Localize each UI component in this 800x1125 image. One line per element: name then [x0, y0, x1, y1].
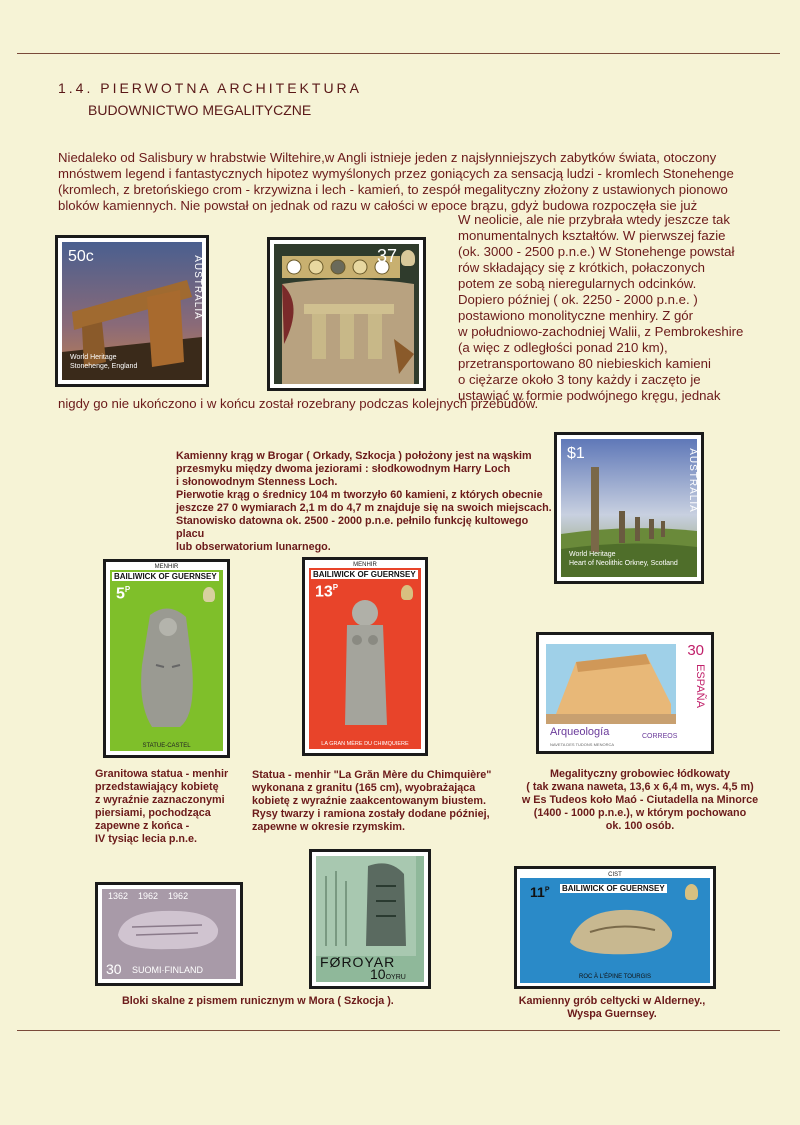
stamp-bottom-text: ROC À L'ÉPINE TOURGIS — [579, 974, 651, 980]
caption-alderney — [517, 995, 707, 1021]
intro-line: ustawiać w formie podwójnego kręgu, jednak — [458, 388, 721, 403]
caption-line: IV tysiąc lecia p.n.e. — [95, 833, 198, 845]
runic-stone-image — [112, 905, 224, 953]
intro-line: Dopiero później ( ok. 2250 - 2000 p.n.e. ) — [458, 292, 698, 307]
caption-line: Granitowa statua - menhir — [95, 768, 229, 780]
caption-line: przedstawiający kobietę — [95, 781, 219, 793]
stamp-guernsey-alderney — [517, 869, 713, 986]
stamp-value: $1 — [567, 445, 585, 462]
intro-line: (a więc z odległości ponad 210 km), — [458, 340, 668, 355]
intro-side-paragraph — [458, 212, 788, 404]
caption-line: lub obserwatorium lunarnego. — [176, 541, 331, 553]
stamp-australia-orkney — [557, 435, 701, 581]
stamp-finland-runic — [98, 885, 240, 983]
stamp-value — [116, 585, 130, 603]
queen-head-icon — [203, 587, 215, 602]
intro-line: monumentalnych kształtów. W pierwszej fazie — [458, 228, 726, 243]
value-number: 13 — [315, 583, 333, 601]
caption-line: zapewne z końca - — [95, 820, 190, 832]
intro-line: postawiono monolityczne menhiry. Z gór — [458, 308, 694, 323]
caption-line: (1400 - 1000 p.n.e.), w którym pochowano — [533, 807, 747, 819]
stamp-country: AUSTRALIA — [192, 255, 204, 320]
caption-line: Statua - menhir "La Grăn Mère du Chimquière" — [252, 769, 492, 781]
brogar-caption — [176, 450, 556, 554]
intro-line: w południowo-zachodniej Walii, z Pembrokeshire — [458, 324, 744, 339]
intro-line: W neolicie, ale nie przybrała wtedy jeszcze tak — [458, 212, 730, 227]
caption-line: wykonana z granitu (165 cm), wyobrażająca — [252, 782, 476, 794]
intro-line: o ciężarze około 3 tony każdy i zaczęto je — [458, 372, 701, 387]
menhir-chimquiere-figure — [333, 595, 398, 735]
queen-head-icon — [685, 884, 698, 900]
stonehenge-illustration — [274, 244, 419, 384]
stamp-post: CORREOS — [642, 733, 678, 740]
intro-line: potem ze sobą nieregularnych odcinków. — [458, 276, 697, 291]
stamp-value: 30 — [106, 961, 122, 977]
stamp-tiny-text: NAVETA DES TUDONS MENORCA — [550, 742, 615, 747]
cist-stone-image — [560, 902, 680, 962]
value-number: 11 — [530, 884, 545, 900]
caption-line: kobietę z wyraźnie zaakcentowanym biustem. — [252, 795, 487, 807]
naveta-tomb-image — [546, 644, 676, 724]
stamp-country: BAILIWICK OF GUERNSEY — [313, 570, 416, 579]
caption-line: w Es Tudeos koło Maó - Ciutadella na Minorce — [521, 794, 759, 806]
stamp-country: FØROYAR — [320, 954, 396, 970]
stamp-caption-1: World Heritage — [70, 354, 117, 361]
intro-line: bloków kamiennych. Nie powstał on jednak od razu w całości w epoce brązu, gdyż budowa rozpoczęła sie już — [58, 198, 698, 213]
stamp-faroe-runic — [312, 852, 428, 986]
stamp-bottom-text: STATUE-CASTEL — [142, 743, 191, 749]
caption-line: Kamienny grób celtycki w Alderney., — [518, 995, 706, 1007]
intro-paragraph — [58, 150, 780, 214]
caption-line: jeszcze 27 0 wymiarach 2,1 m do 4,7 m znajduje się na swoich miejscach. — [176, 502, 552, 514]
runic-stone-faroe-image — [316, 856, 416, 956]
caption-line: ok. 100 osób. — [605, 820, 675, 832]
caption-line: Wyspa Guernsey. — [567, 1008, 657, 1020]
stamp-country: AUSTRALIA — [687, 448, 699, 513]
stamp-dates: 1362 1962 1962 — [108, 891, 189, 901]
stamp-top-text: MENHIR — [110, 564, 223, 570]
caption-line: przesmyku między dwoma jeziorami : słodkowodnym Harry Loch — [176, 463, 511, 475]
intro-line: Niedaleko od Salisbury w hrabstwie Wiltehire,w Angli istnieje jeden z najsłynniejszych zabytków świata, otoczony — [58, 150, 717, 165]
queen-head-icon — [401, 250, 415, 266]
caption-line: Megalityczny grobowiec łódkowaty — [550, 768, 730, 780]
bottom-rule — [17, 1030, 780, 1031]
caption-chimquiere — [252, 769, 512, 834]
caption-naveta — [510, 768, 770, 833]
intro-last-line: nigdy go nie ukończono i w końcu został rozebrany podczas kolejnych przebudów. — [58, 396, 539, 411]
caption-line: i słonowodnym Stenness Loch. — [176, 476, 338, 488]
caption-line: Stanowisko datowna ok. 2500 - 2000 p.n.e. pełnilo funkcję kultowego placu — [176, 515, 529, 540]
caption-line: ( tak zwana naweta, 13,6 x 6,4 m, wys. 4,5 m) — [526, 781, 754, 793]
caption-line: Rysy twarzy i ramiona zostały dodane później, — [252, 808, 490, 820]
stamp-gb-stonehenge — [270, 240, 423, 388]
stamp-country: ESPAÑA — [694, 664, 707, 708]
intro-line: (kromlech, z bretońskiego crom - krzywizna i lech - kamień, to zespół megalityczny złożony z ustawionych pionowo — [58, 182, 728, 197]
section-subtitle: BUDOWNICTWO MEGALITYCZNE — [88, 102, 312, 118]
stamp-value: 30 — [687, 642, 704, 659]
intro-line: przetransportowano 80 niebieskich kamieni — [458, 356, 711, 371]
intro-line: (ok. 3000 - 2500 p.n.e.) W Stonehenge powstał — [458, 244, 735, 259]
value-number: 10 — [370, 966, 386, 982]
stamp-country: SUOMI·FINLAND — [132, 965, 204, 975]
stamp-caption-2: Stonehenge, England — [70, 363, 138, 370]
caption-line: Kamienny krąg w Brogar ( Orkady, Szkocja ) położony jest na wąskim — [176, 450, 532, 462]
stamp-spain-naveta — [539, 635, 711, 751]
top-rule — [17, 53, 780, 54]
value-unit: P — [544, 886, 550, 894]
stamp-bottom-text: LA GRAN MÈRE DU CHIMQUIERE — [321, 741, 409, 747]
stamp-value: 37 — [376, 246, 397, 266]
stamp-country: BAILIWICK OF GUERNSEY — [562, 884, 665, 893]
stamp-guernsey-chimquiere — [305, 560, 425, 753]
stamp-country: BAILIWICK OF GUERNSEY — [114, 572, 217, 581]
intro-line: rów składający się z krótkich, połaczonych — [458, 260, 706, 275]
intro-line: mnóstwem legend i fantastycznych hipotez wymyślonych przez goniących za sensacją ludzi - kromlech Stonehenge — [58, 166, 734, 181]
queen-head-icon — [401, 585, 413, 600]
menhir-castel-figure — [130, 605, 205, 735]
stamp-top-text: MENHIR — [309, 562, 421, 568]
stamp-caption-1: World Heritage — [569, 551, 616, 558]
caption-line: zapewne w okresie rzymskim. — [252, 821, 406, 833]
stamp-value — [370, 966, 406, 982]
section-title: 1.4. PIERWOTNA ARCHITEKTURA — [58, 80, 363, 96]
stamp-top-text: CIST — [520, 872, 710, 878]
caption-runic: Bloki skalne z pismem runicznym w Mora ( Szkocja ). — [122, 995, 394, 1007]
value-unit: P — [124, 585, 131, 594]
stamp-value — [530, 884, 549, 900]
caption-line: z wyraźnie zaznaczonymi — [95, 794, 225, 806]
stamp-guernsey-castel — [106, 562, 227, 755]
caption-line: Pierwotie krąg o średnicy 104 m tworzyło 60 kamieni, z których obecnie — [176, 489, 543, 501]
caption-line: piersiami, pochodząca — [95, 807, 211, 819]
stamp-caption-2: Heart of Neolithic Orkney, Scotland — [569, 560, 678, 567]
value-number: 5 — [116, 585, 125, 603]
stamp-value: 50c — [68, 248, 94, 265]
stamp-australia-stonehenge — [58, 238, 206, 384]
value-unit: OYRU — [385, 974, 406, 981]
value-unit: P — [332, 583, 339, 592]
stamp-theme: Arqueología — [550, 726, 610, 738]
